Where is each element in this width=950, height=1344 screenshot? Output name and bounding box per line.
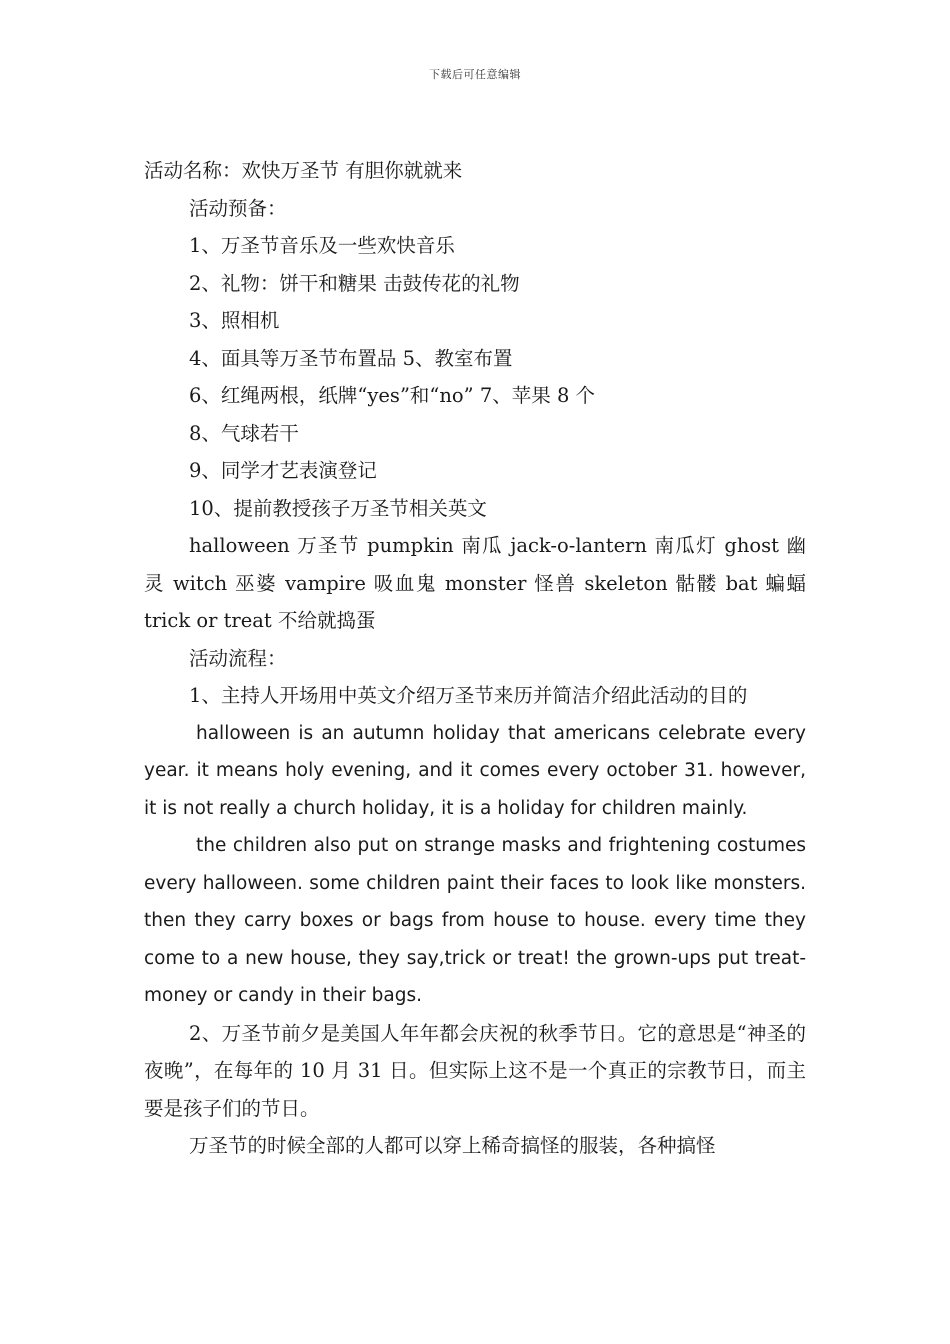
prep-heading: 活动预备： <box>189 196 287 220</box>
prep-item: 6、红绳两根，纸牌“yes”和“no” 7、苹果 8 个 <box>189 384 596 407</box>
prep-item: 4、面具等万圣节布置品 5、教室布置 <box>189 346 513 370</box>
document-body <box>144 152 806 1165</box>
prep-item: 8、气球若干 <box>189 421 299 445</box>
activity-title: 活动名称：欢快万圣节 有胆你就就来 <box>144 159 463 182</box>
prep-item: 1、万圣节音乐及一些欢快音乐 <box>189 234 455 257</box>
vocab-paragraph: halloween 万圣节 pumpkin 南瓜 jack-o-lantern 南瓜灯 ghost 幽灵 witch 巫婆 vampire 吸血鬼 monster 怪兽 skeleton 骷髅 bat 蝙蝠 trick or treat 不给就捣蛋 <box>144 534 806 632</box>
flow-heading: 活动流程： <box>189 646 287 670</box>
flow-step-2-continued: 万圣节的时候全部的人都可以穿上稀奇搞怪的服装，各种搞怪 <box>189 1134 716 1157</box>
english-paragraph-1: halloween is an autumn holiday that americans celebrate every year. it means holy evening, and it comes every october 31. however, it is not really a church holiday, it is a holiday for children mainly. <box>144 722 806 819</box>
flow-step-1: 1、主持人开场用中英文介绍万圣节来历并简洁介绍此活动的目的 <box>189 684 748 707</box>
prep-item: 9、同学才艺表演登记 <box>189 459 377 482</box>
prep-item: 3、照相机 <box>189 309 280 332</box>
prep-item: 10、提前教授孩子万圣节相关英文 <box>189 496 487 520</box>
flow-step-2: 2、万圣节前夕是美国人年年都会庆祝的秋季节日。它的意思是“神圣的夜晚”，在每年的 10 月 31 日。但实际上这不是一个真正的宗教节日，而主要是孩子们的节日。 <box>144 1021 806 1120</box>
page-header: 下载后可任意编辑 <box>429 68 521 81</box>
english-paragraph-2: the children also put on strange masks and frightening costumes every halloween. some children paint their faces to look like monsters. then they carry boxes or bags from house to house. every time they come to a new house, they say,trick or treat! the grown-ups put treat-money or candy in their bags. <box>144 835 806 1006</box>
prep-item: 2、礼物：饼干和糖果 击鼓传花的礼物 <box>189 271 520 295</box>
